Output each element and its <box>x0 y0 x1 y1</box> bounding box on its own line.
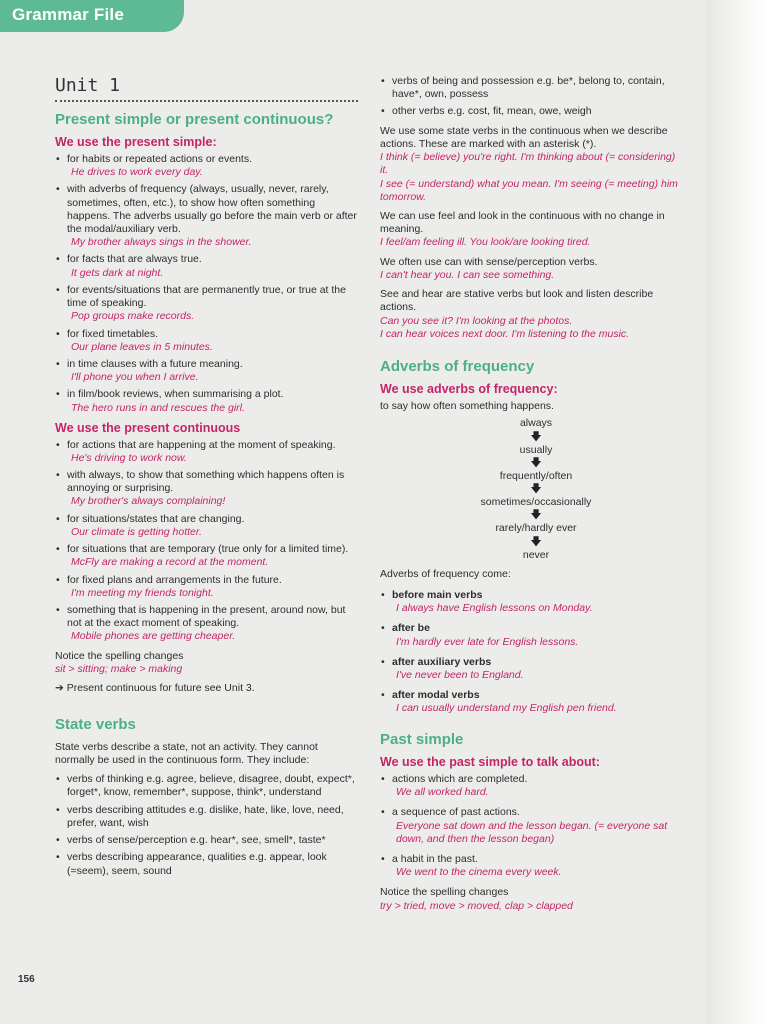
left-column <box>55 75 358 884</box>
spelling-example: try > tried, move > moved, clap > clapped <box>380 899 573 912</box>
down-arrow-icon: 🡇 <box>530 483 542 496</box>
example: Everyone sat down and the lesson began. (= everyone sat down, and then the lesson began) <box>396 819 668 845</box>
adverbs-intro: to say how often something happens. <box>380 400 554 413</box>
feel-look-note: We can use feel and look in the continuous with no change in meaning. I feel/am feeling ill. You look/are looking tired. <box>380 210 685 250</box>
spelling-note: Notice the spelling changes sit > sitting; make > making <box>55 650 358 676</box>
section-tab-label: Grammar File <box>12 5 125 24</box>
example: We all worked hard. <box>396 786 489 799</box>
can-perception-note: We often use can with sense/perception verbs. I can't hear you. I can see something. <box>380 256 685 282</box>
state-verbs-list-continued <box>380 75 685 119</box>
adverb-position-intro: Adverbs of frequency come: <box>380 567 511 580</box>
list-item: • something that is happening in the present, around now, but not at the exact moment of speaking. Mobile phones are getting cheaper. <box>55 604 358 644</box>
section-heading-present: Present simple or present continuous? <box>55 110 334 128</box>
list-item: • with always, to show that something which happens often is annoying or surprising. My brother's always complaining! <box>55 469 358 509</box>
past-simple-subheading: We use the past simple to talk about: <box>380 755 600 770</box>
example: I'll phone you when I arrive. <box>71 371 199 384</box>
section-heading-adverbs: Adverbs of frequency <box>380 357 535 375</box>
down-arrow-icon: 🡇 <box>530 430 542 443</box>
example: I always have English lessons on Monday. <box>396 602 593 615</box>
past-spelling-note: Notice the spelling changes try > tried, move > moved, clap > clapped <box>380 886 685 912</box>
section-heading-state-verbs: State verbs <box>55 716 136 734</box>
example: I'm meeting my friends tonight. <box>71 586 214 599</box>
list-item: • for fixed plans and arrangements in the future. I'm meeting my friends tonight. <box>55 574 358 600</box>
example: Pop groups make records. <box>71 310 195 323</box>
list-item: • for situations that are temporary (true only for a limited time). McFly are making a record at the moment. <box>55 543 358 569</box>
list-item: • for facts that are always true. It gets dark at night. <box>55 253 358 279</box>
list-item: • for fixed timetables. Our plane leaves in 5 minutes. <box>55 328 358 354</box>
example: I see (= understand) what you mean. I'm seeing (= meeting) him tomorrow. <box>380 177 678 203</box>
example: It gets dark at night. <box>71 266 164 279</box>
list-item: • actions which are completed. We all worked hard. <box>380 773 685 799</box>
adverbs-subheading: We use adverbs of frequency: <box>380 382 558 397</box>
example: I can't hear you. I can see something. <box>380 268 555 281</box>
present-simple-subheading: We use the present simple: <box>55 135 217 150</box>
present-simple-list <box>55 153 358 415</box>
list-item: • verbs of thinking e.g. agree, believe, disagree, doubt, expect*, forget*, know, remember*, suppose, think*, understand <box>55 773 358 799</box>
list-item: • before main verbs I always have English lessons on Monday. <box>380 589 685 615</box>
example: I feel/am feeling ill. You look/are looking tired. <box>380 236 591 249</box>
example: I'm hardly ever late for English lessons. <box>396 635 579 648</box>
list-item: • for habits or repeated actions or events. He drives to work every day. <box>55 153 358 179</box>
list-item: • verbs describing attitudes e.g. dislike, hate, like, love, need, prefer, want, wish <box>55 804 358 830</box>
list-item: • a habit in the past. We went to the cinema every week. <box>380 853 685 879</box>
page-number: 156 <box>18 974 35 985</box>
frequency-word: never <box>522 548 550 561</box>
example: My brother always sings in the shower. <box>71 236 252 249</box>
list-item: • after auxiliary verbs I've never been to England. <box>380 656 685 682</box>
list-item: • after modal verbs I can usually understand my English pen friend. <box>380 689 685 715</box>
section-heading-past-simple: Past simple <box>380 730 464 748</box>
example: Mobile phones are getting cheaper. <box>71 630 236 643</box>
present-continuous-list <box>55 439 358 644</box>
see-hear-note: See and hear are stative verbs but look and listen describe actions. Can you see it? I'm looking at the photos. I can hear voices next door. I'm listening to the music. <box>380 288 685 341</box>
state-verbs-continuous-note: We use some state verbs in the continuous when we describe actions. These are marked with an asterisk (*). I think (= believe) you're right. I'm thinking about (= considering) it. I see (= understand) what you mean. I'm seeing (= meeting) him tomorrow. <box>380 125 685 204</box>
frequency-word: rarely/hardly ever <box>495 522 577 535</box>
unit-title: Unit 1 <box>55 75 358 102</box>
example: I've never been to England. <box>396 669 524 682</box>
frequency-word: sometimes/occasionally <box>480 496 592 509</box>
frequency-word: frequently/often <box>499 469 573 482</box>
right-column <box>380 75 685 919</box>
example: He drives to work every day. <box>71 166 203 179</box>
example: We went to the cinema every week. <box>396 866 562 879</box>
spelling-example: sit > sitting; make > making <box>55 662 183 675</box>
future-cross-reference: ➔ Present continuous for future see Unit 3. <box>55 682 255 695</box>
list-item: • verbs of being and possession e.g. be*, belong to, contain, have*, own, possess <box>380 75 685 101</box>
list-item: • in film/book reviews, when summarising a plot. The hero runs in and rescues the girl. <box>55 388 358 414</box>
past-simple-list <box>380 773 685 880</box>
example: Can you see it? I'm looking at the photos. <box>380 314 573 327</box>
list-item: • for actions that are happening at the moment of speaking. He's driving to work now. <box>55 439 358 465</box>
present-continuous-subheading: We use the present continuous <box>55 420 241 435</box>
list-item: • for events/situations that are permanently true, or true at the time of speaking. Pop groups make records. <box>55 284 358 324</box>
example: I think (= believe) you're right. I'm thinking about (= considering) it. <box>380 151 676 177</box>
example: I can usually understand my English pen friend. <box>396 702 617 715</box>
frequency-word: usually <box>519 443 553 456</box>
down-arrow-icon: 🡇 <box>530 456 542 469</box>
list-item: • other verbs e.g. cost, fit, mean, owe, weigh <box>380 105 685 118</box>
example: He's driving to work now. <box>71 451 187 464</box>
example: Our plane leaves in 5 minutes. <box>71 340 213 353</box>
list-item: • after be I'm hardly ever late for English lessons. <box>380 622 685 648</box>
list-item: • for situations/states that are changing. Our climate is getting hotter. <box>55 513 358 539</box>
page-edge-shadow <box>706 0 768 1024</box>
example: The hero runs in and rescues the girl. <box>71 401 245 414</box>
example: My brother's always complaining! <box>71 495 226 508</box>
state-verbs-list <box>55 773 358 878</box>
down-arrow-icon: 🡇 <box>530 535 542 548</box>
example: McFly are making a record at the moment. <box>71 556 269 569</box>
section-tab <box>0 0 184 32</box>
list-item: • with adverbs of frequency (always, usually, never, rarely, sometimes, often, etc.), to show how often something happens. The adverbs usually go before the main verb or after the modal/auxiliary verb. My brother always sings in the shower. <box>55 183 358 249</box>
frequency-scale <box>380 417 692 561</box>
frequency-word: always <box>519 417 553 430</box>
adverb-position-list <box>380 589 685 716</box>
list-item: • in time clauses with a future meaning. I'll phone you when I arrive. <box>55 358 358 384</box>
down-arrow-icon: 🡇 <box>530 509 542 522</box>
state-verbs-intro: State verbs describe a state, not an activity. They cannot normally be used in the continuous form. They include: <box>55 740 318 767</box>
list-item: • verbs of sense/perception e.g. hear*, see, smell*, taste* <box>55 834 358 847</box>
list-item: • verbs describing appearance, qualities e.g. appear, look (=seem), seem, sound <box>55 851 358 877</box>
example: Our climate is getting hotter. <box>71 525 202 538</box>
example: I can hear voices next door. I'm listening to the music. <box>380 327 630 340</box>
list-item: • a sequence of past actions. Everyone sat down and the lesson began. (= everyone sat down, and then the lesson began) <box>380 806 685 846</box>
